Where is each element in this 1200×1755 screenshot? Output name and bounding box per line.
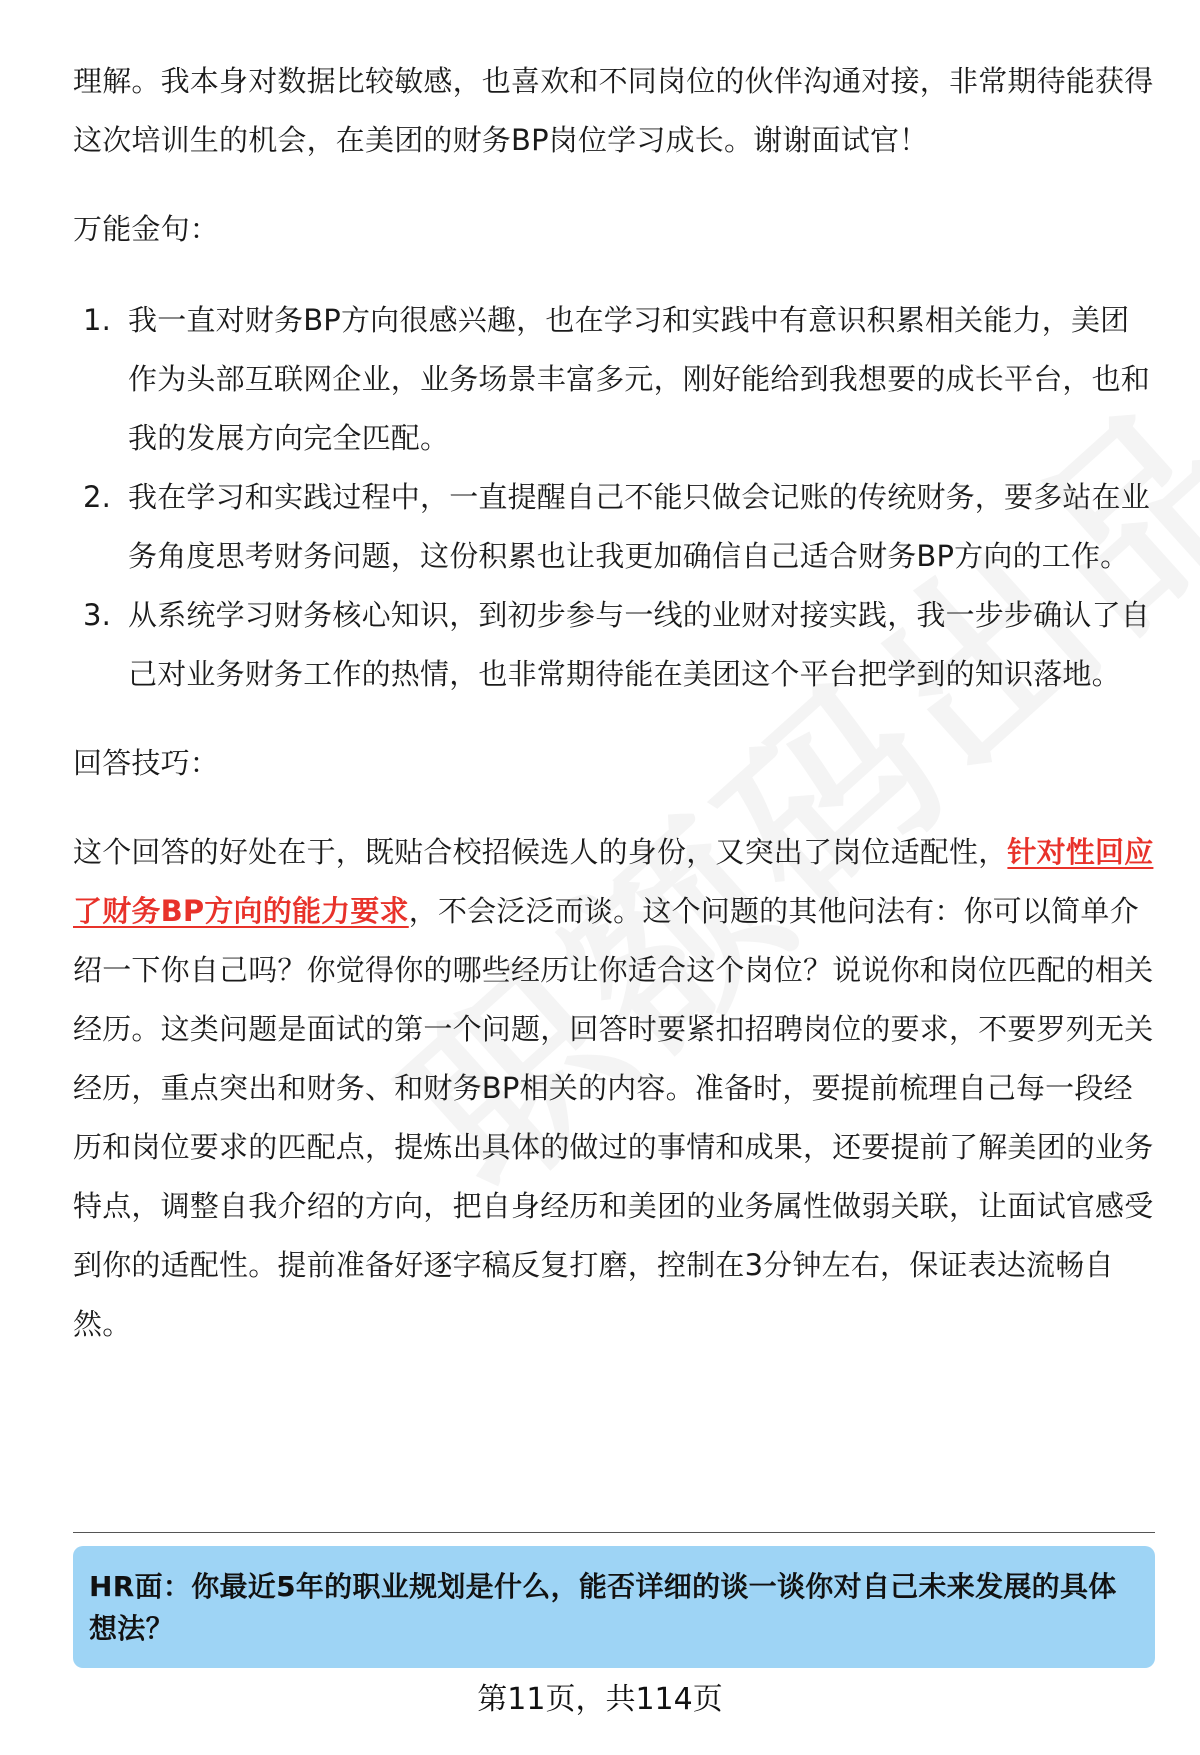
tips-heading: 回答技巧： (73, 746, 220, 780)
tips-text-before: 这个回答的好处在于，既贴合校招候选人的身份，又突出了岗位适配性， (73, 835, 1008, 869)
golden-phrases-heading: 万能金句： (73, 212, 220, 246)
list-item-text: 从系统学习财务核心知识，到初步参与一线的业财对接实践，我一步步确认了自己对业务财务工作的热情，也非常期待能在美团这个平台把学到的知识落地。 (128, 598, 1151, 691)
list-item (73, 468, 1155, 586)
intro-paragraph: 理解。我本身对数据比较敏感，也喜欢和不同岗位的伙伴沟通对接，非常期待能获得这次培训生的机会，在美团的财务BP岗位学习成长。谢谢面试官！ (73, 64, 1154, 157)
list-item-number: 2. (83, 480, 112, 514)
list-item-number: 3. (83, 598, 112, 632)
list-item-number: 1. (83, 303, 112, 337)
next-question: HR面：你最近5年的职业规划是什么，能否详细的谈一谈你对自己未来发展的具体想法？ (89, 1570, 1117, 1645)
tips-text-after: ，不会泛泛而谈。这个问题的其他问法有：你可以简单介绍一下你自己吗？你觉得你的哪些经历让你适合这个岗位？说说你和岗位匹配的相关经历。这类问题是面试的第一个问题，回答时要紧扣招聘岗位的要求，不要罗列无关经历，重点突出和财务、和财务BP相关的内容。准备时，要提前梳理自己每一段经历和岗位要求的匹配点，提炼出具体的做过的事情和成果，还要提前了解美团的业务特点，调整自我介绍的方向，把自身经历和美团的业务属性做弱关联，让面试官感受到你的适配性。提前准备好逐字稿反复打磨，控制在3分钟左右，保证表达流畅自然。 (73, 894, 1154, 1341)
tips-paragraph (73, 823, 1155, 1354)
list-item-text: 我一直对财务BP方向很感兴趣，也在学习和实践中有意识积累相关能力，美团作为头部互联网企业，业务场景丰富多元，刚好能给到我想要的成长平台，也和我的发展方向完全匹配。 (128, 303, 1151, 455)
golden-phrases-list (73, 291, 1155, 704)
list-item (73, 586, 1155, 704)
list-item-text: 我在学习和实践过程中，一直提醒自己不能只做会记账的传统财务，要多站在业务角度思考财务问题，这份积累也让我更加确信自己适合财务BP方向的工作。 (128, 480, 1151, 573)
page-number: 第11页，共114页 (477, 1682, 723, 1717)
tips-highlight: 针对性回应了财务BP方向的能力要求 (73, 835, 1154, 928)
question-box (73, 1546, 1155, 1668)
list-item (73, 291, 1155, 468)
document-body (73, 52, 1155, 1354)
section-divider (73, 1532, 1155, 1533)
